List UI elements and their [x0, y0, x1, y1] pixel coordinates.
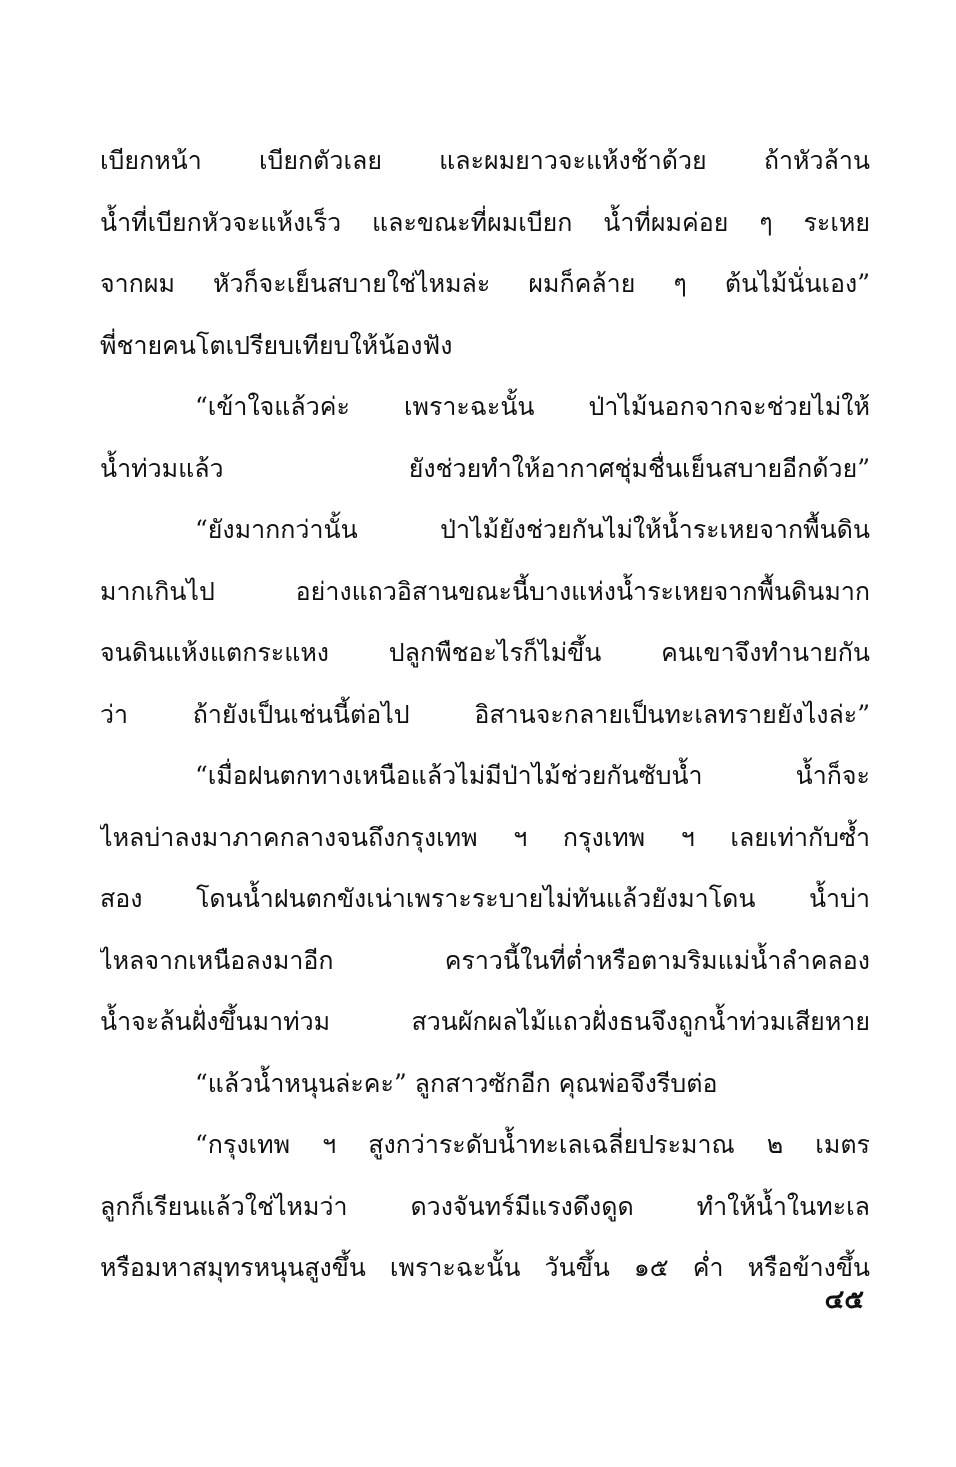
- text-line-7: “ยังมากกว่านั้น ป่าไม้ยังช่วยกันไม่ให้น้ำระเหยจากพื้นดิน: [195, 515, 870, 544]
- text-line-16: “แล้วน้ำหนุนล่ะคะ” ลูกสาวซักอีก คุณพ่อจึงรีบต่อ: [195, 1068, 718, 1098]
- text-line-4: พี่ชายคนโตเปรียบเทียบให้น้องฟัง: [100, 330, 453, 360]
- text-line-3: จากผม หัวก็จะเย็นสบายใช่ไหมล่ะ ผมก็คล้าย ๆ ต้นไม้นั่นเอง”: [100, 269, 870, 298]
- text-line-1: เบียกหน้า เบียกตัวเลย และผมยาวจะแห้งช้าด้วย ถ้าหัวล้าน: [100, 146, 870, 175]
- text-line-9: จนดินแห้งแตกระแหง ปลูกพืชอะไรก็ไม่ขึ้น คนเขาจึงทำนายกัน: [100, 638, 870, 667]
- text-line-10: ว่า ถ้ายังเป็นเช่นนี้ต่อไป อิสานจะกลายเป็นทะเลทรายยังไงล่ะ”: [100, 699, 870, 729]
- body-text: [100, 130, 870, 1299]
- text-line-8: มากเกินไป อย่างแถวอิสานขณะนี้บางแห่งน้ำระเหยจากพื้นดินมาก: [100, 576, 870, 606]
- text-line-12: ไหลบ่าลงมาภาคกลางจนถึงกรุงเทพ ฯ กรุงเทพ ฯ เลยเท่ากับซ้ำ: [100, 822, 870, 852]
- text-line-19: หรือมหาสมุทรหนุนสูงขึ้น เพราะฉะนั้น วันขึ้น ๑๕ ค่ำ หรือข้างขึ้น: [100, 1253, 870, 1282]
- text-line-13: สอง โดนน้ำฝนตกขังเน่าเพราะระบายไม่ทันแล้วยังมาโดน น้ำบ่า: [100, 884, 870, 913]
- text-line-17: “กรุงเทพ ฯ สูงกว่าระดับน้ำทะเลเฉลี่ยประมาณ ๒ เมตร: [195, 1130, 870, 1159]
- text-line-15: น้ำจะล้นฝั่งขึ้นมาท่วม สวนผักผลไม้แถวฝั่งธนจึงถูกน้ำท่วมเสียหาย: [100, 1007, 870, 1036]
- text-line-6: น้ำท่วมแล้ว ยังช่วยทำให้อากาศชุ่มชื่นเย็นสบายอีกด้วย”: [100, 453, 870, 483]
- text-line-11: “เมื่อฝนตกทางเหนือแล้วไม่มีป่าไม้ช่วยกันซับน้ำ น้ำก็จะ: [195, 761, 870, 790]
- page-number: ๔๕: [824, 1285, 864, 1315]
- text-line-14: ไหลจากเหนือลงมาอีก คราวนี้ในที่ต่ำหรือตามริมแม่น้ำลำคลอง: [100, 945, 870, 975]
- text-line-2: น้ำที่เบียกหัวจะแห้งเร็ว และขณะที่ผมเบียก น้ำที่ผมค่อย ๆ ระเหย: [100, 207, 870, 237]
- text-line-5: “เข้าใจแล้วค่ะ เพราะฉะนั้น ป่าไม้นอกจากจะช่วยไม่ให้: [195, 392, 870, 421]
- text-line-18: ลูกก็เรียนแล้วใช่ไหมว่า ดวงจันทร์มีแรงดึงดูด ทำให้น้ำในทะเล: [100, 1191, 870, 1221]
